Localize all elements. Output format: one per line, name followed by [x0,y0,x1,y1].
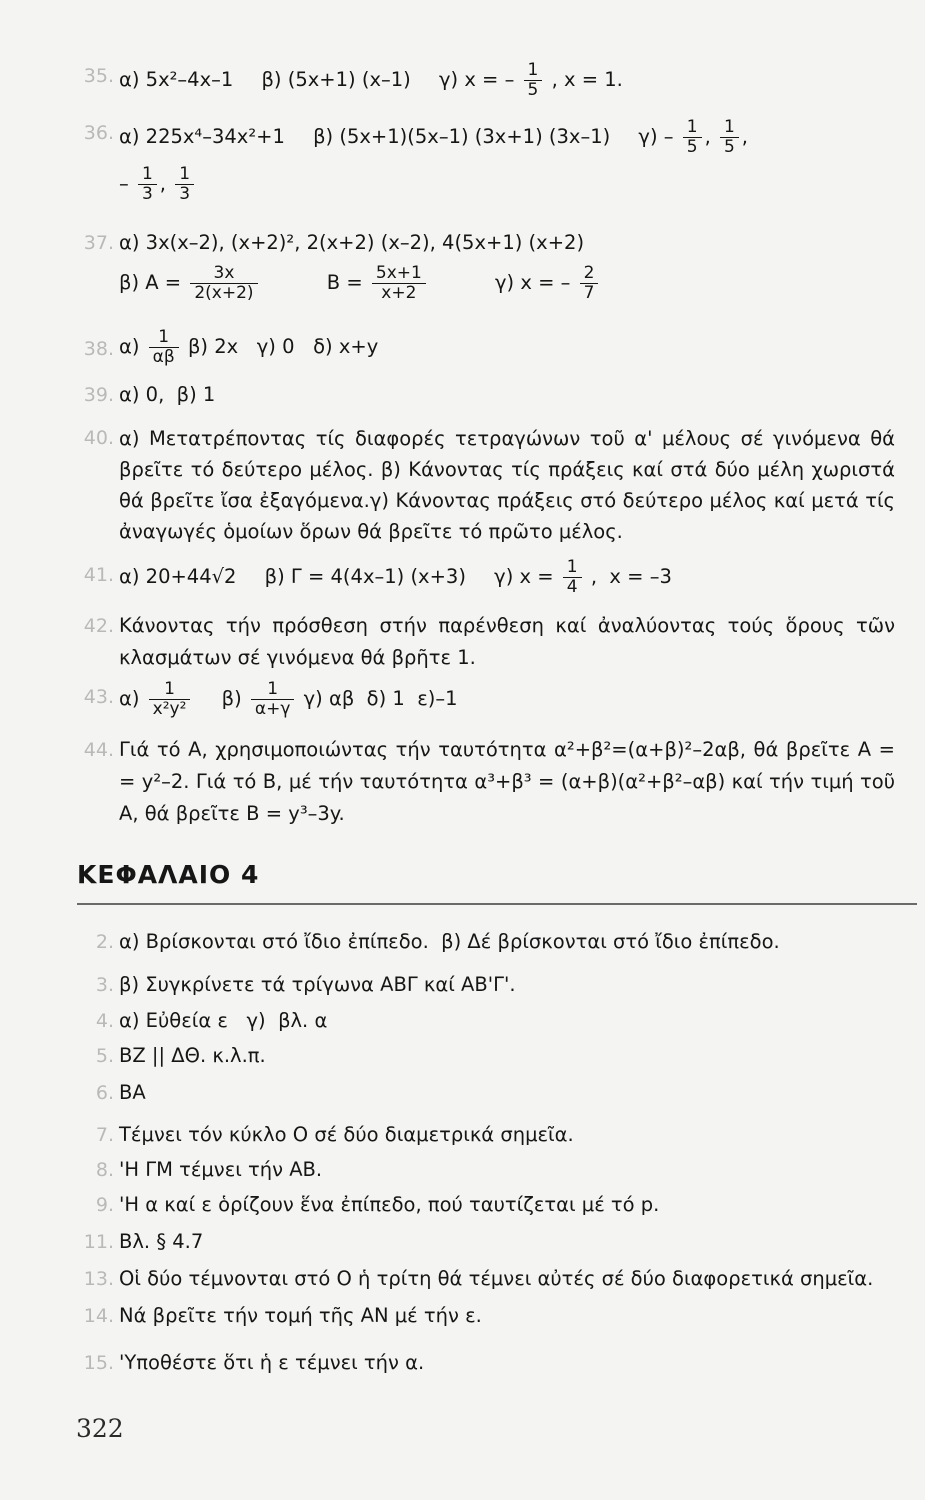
answer-number: 40. [83,427,114,449]
answer-text: ΒΖ || ΔΘ. κ.λ.π. [119,1044,266,1067]
part-g: γ) x = – [495,271,571,294]
answer-text: α) Βρίσκονται στό ἴδιο ἐπίπεδο. β) Δέ βρίσκονται στό ἴδιο ἐπίπεδο. [119,930,780,953]
fraction: $\frac{1}{5}$ [524,61,543,100]
answer-text: Γιά τό Α, χρησιμοποιώντας τήν ταυτότητα α²+β²=(α+β)²–2αβ, θά βρεῖτε Α = = y²–2. Γιά τό Β, μέ τήν ταυτότητα α³+β³ = (α+β)(α²+β²–αβ) καί τήν τιμή τοῦ Α, θά βρεῖτε Β = y³–3y. [119,738,895,825]
answer-text: α) Εὐθεία ε γ) βλ. α [119,1009,328,1032]
answer-text: Οἱ δύο τέμνονται στό Ο ἡ τρίτη θά τέμνει αὐτές σέ δύο διαφορετικά σημεῖα. [119,1267,874,1290]
answer-number: 3. [95,974,114,996]
part-b: β) A = [119,271,182,294]
answer-text: ΒΑ [119,1081,146,1104]
part-tail: , x = –3 [590,565,672,588]
answer-number: 11. [83,1231,114,1253]
fraction: $\frac{5x+1}{x+2}$ [372,264,426,303]
fraction: $\frac{1}{5}$ [683,118,702,157]
part-a: α) 225x⁴–34x²+1 [119,125,285,148]
answer-number: 2. [95,931,114,953]
part-a: α) 5x²–4x–1 [119,68,234,91]
answer-text: 'Η ΓΜ τέμνει τήν ΑΒ. [119,1158,323,1181]
fraction: $\frac{1}{\alpha+\gamma}$ [251,680,295,719]
part-g: γ) x = – [438,68,515,91]
answer-number: 7. [95,1124,114,1146]
chapter-rule [77,903,917,905]
answer-number: 38. [83,338,114,360]
part-a: α) 3x(x–2), (x+2)², 2(x+2) (x–2), 4(5x+1) (x+2) [119,231,585,254]
part-b: β) (5x+1) (x–1) [261,68,411,91]
answer-number: 9. [95,1194,114,1216]
answer-number: 8. [95,1159,114,1181]
answer-number: 13. [83,1268,114,1290]
answer-number: 4. [95,1010,114,1032]
part-b: β) [221,687,242,710]
answer-text: 'Υποθέστε ὅτι ἡ ε τέμνει τήν α. [119,1351,425,1374]
fraction: $\frac{1}{\text{x²y²}}$ [149,680,191,719]
part-a: α) 20+44√2 [119,565,237,588]
answer-number: 14. [83,1305,114,1327]
answer-number: 37. [83,232,114,254]
answer-number: 41. [83,564,114,586]
chapter-title: ΚΕΦΑΛΑΙΟ 4 [77,860,260,889]
answer-number: 42. [83,615,114,637]
fraction: $\frac{2}{7}$ [580,264,599,303]
fraction: $\frac{1}{4}$ [563,558,582,597]
part-a: α) [119,335,140,358]
answer-number: 36. [83,122,114,144]
answer-text: α) 0, β) 1 [119,383,216,406]
answer-number: 35. [83,65,114,87]
part-g: γ) – [638,125,674,148]
answer-number: 44. [83,739,114,761]
part-b: β) Γ = 4(4x–1) (x+3) [264,565,466,588]
part-rest: γ) αβ δ) 1 ε)–1 [303,687,458,710]
part-rest: β) 2x γ) 0 δ) x+y [187,335,379,358]
fraction: $\frac{1}{3}$ [138,165,157,204]
fraction: $\frac{1}{5}$ [720,118,739,157]
part-tail: , x = 1. [551,68,623,91]
answer-number: 43. [83,686,114,708]
minus-sign: – [119,172,129,195]
fraction: $\frac{3x}{2(x+2)}$ [190,264,257,303]
answer-number: 5. [95,1045,114,1067]
part-b: β) (5x+1)(5x–1) (3x+1) (3x–1) [313,125,611,148]
part-a: α) [119,687,140,710]
answer-number: 39. [83,384,114,406]
part-g: γ) x = [494,565,554,588]
answer-text: Βλ. § 4.7 [119,1230,204,1253]
answer-text: Νά βρεῖτε τήν τομή τῆς ΑΝ μέ τήν ε. [119,1304,482,1327]
answer-number: 15. [83,1352,114,1374]
fraction: $\frac{1}{3}$ [175,165,194,204]
answer-number: 6. [95,1082,114,1104]
answer-text: α) Μετατρέποντας τίς διαφορές τετραγώνων τοῦ α' μέλους σέ γινόμενα θά βρεῖτε τό δεύτερο μέλος. β) Κάνοντας τίς πράξεις καί στά δύο μέλη χωριστά θά βρεῖτε ἴσα ἐξαγόμενα.γ) Κάνοντας πράξεις στό δεύτερο μέλος καί μετά τίς ἀναγωγές ὁμοίων ὅρων θά βρεῖτε τό πρῶτο μέλος. [119,427,895,543]
answer-text: β) Συγκρίνετε τά τρίγωνα ΑΒΓ καί ΑΒ'Γ'. [119,973,516,996]
answer-text: 'Η α καί ε ὁρίζουν ἕνα ἐπίπεδο, πού ταυτίζεται μέ τό p. [119,1193,660,1216]
page-number: 322 [76,1414,124,1443]
part-c: B = [326,271,363,294]
fraction: $\frac{1}{\alpha\beta}$ [149,328,179,367]
answer-text: Κάνοντας τήν πρόσθεση στήν παρένθεση καί ἀναλύοντας τούς ὅρους τῶν κλασμάτων σέ γινόμενα θά βρῆτε 1. [119,614,895,669]
book-page: 35. α) 5x²–4x–1 β) (5x+1) (x–1) γ) x = – $\frac{1}{5}$ , x = 1. 36. α) 225x⁴–34x²+1 β) (5x+1)(5x–1) (3x+1) (3x–1) γ) – $\frac{1}{5}$ , $\frac{1}{5}$ , – $\frac{1}{3}$ , $\frac{1}{3}$ 37. α) 3x(x–2), (x+2)², 2(x+2) (x–2), 4(5x+1) (x+2) β) A = $\frac{3x}{2(x+2)}$ B = $\frac{5x+1}{x+2}$ γ) x = – $\frac{2}{7}$ 38. α) $\frac{1}{\alpha\beta}$ β) 2x γ) 0 δ) x+y 39. α) 0, β) 1 40. α) Μετατρέποντας τίς διαφορές τετραγώνων τοῦ α' μέλους σέ γινόμενα θά βρεῖτε τό δεύτερο μέλος. β) Κάνοντας τίς πράξεις καί στά δύο μέλη χωριστά θά βρεῖτε ἴσα ἐξαγόμενα.γ) Κάνοντας πράξεις στό δεύτερο μέλος καί μετά τίς ἀναγωγές ὁμοίων ὅρων θά βρεῖτε τό πρῶτο μέλος. 41. α) 20+44√2 β) Γ = 4(4x–1) (x+3) γ) x = $\frac{1}{4}$ , x = –3 42. Κάνοντας τήν πρόσθεση στήν παρένθεση καί ἀναλύοντας τούς ὅρους τῶν κλασμάτων σέ γινόμενα θά βρῆτε 1. 43. α) $\frac{1}{\text{x²y²}}$ β) $\frac{1}{\alpha+\gamma}$ γ) αβ δ) 1 ε)–1 44. Γιά τό Α, χρησιμοποιώντας τήν ταυτότητα α²+β²=(α+β)²–2αβ, θά βρεῖτε Α = = y²–2. Γιά τό Β, μέ τήν ταυτότητα α³+β³ = (α+β)(α²+β²–αβ) καί τήν τιμή τοῦ Α, θά βρεῖτε Β = y³–3y. ΚΕΦΑΛΑΙΟ 4 2. α) Βρίσκονται στό ἴδιο ἐπίπεδο. β) Δέ βρίσκονται στό ἴδιο ἐπίπεδο. 3. β) Συγκρίνετε τά τρίγωνα ΑΒΓ καί ΑΒ'Γ'. 4. α) Εὐθεία ε γ) βλ. α 5. ΒΖ || ΔΘ. κ.λ.π. 6. ΒΑ 7. Τέμνει τόν κύκλο Ο σέ δύο διαμετρικά σημεῖα. 8. 'Η ΓΜ τέμνει τήν ΑΒ. 9. 'Η α καί ε ὁρίζουν ἕνα ἐπίπεδο, πού ταυτίζεται μέ τό p. 11. Βλ. § 4.7 13. Οἱ δύο τέμνονται στό Ο ἡ τρίτη θά τέμνει αὐτές σέ δύο διαφορετικά σημεῖα. 14. Νά βρεῖτε τήν τομή τῆς ΑΝ μέ τήν ε. 15. 'Υποθέστε ὅτι ἡ ε τέμνει τήν α. 322 [0,0,925,1500]
answer-text: Τέμνει τόν κύκλο Ο σέ δύο διαμετρικά σημεῖα. [119,1123,574,1146]
